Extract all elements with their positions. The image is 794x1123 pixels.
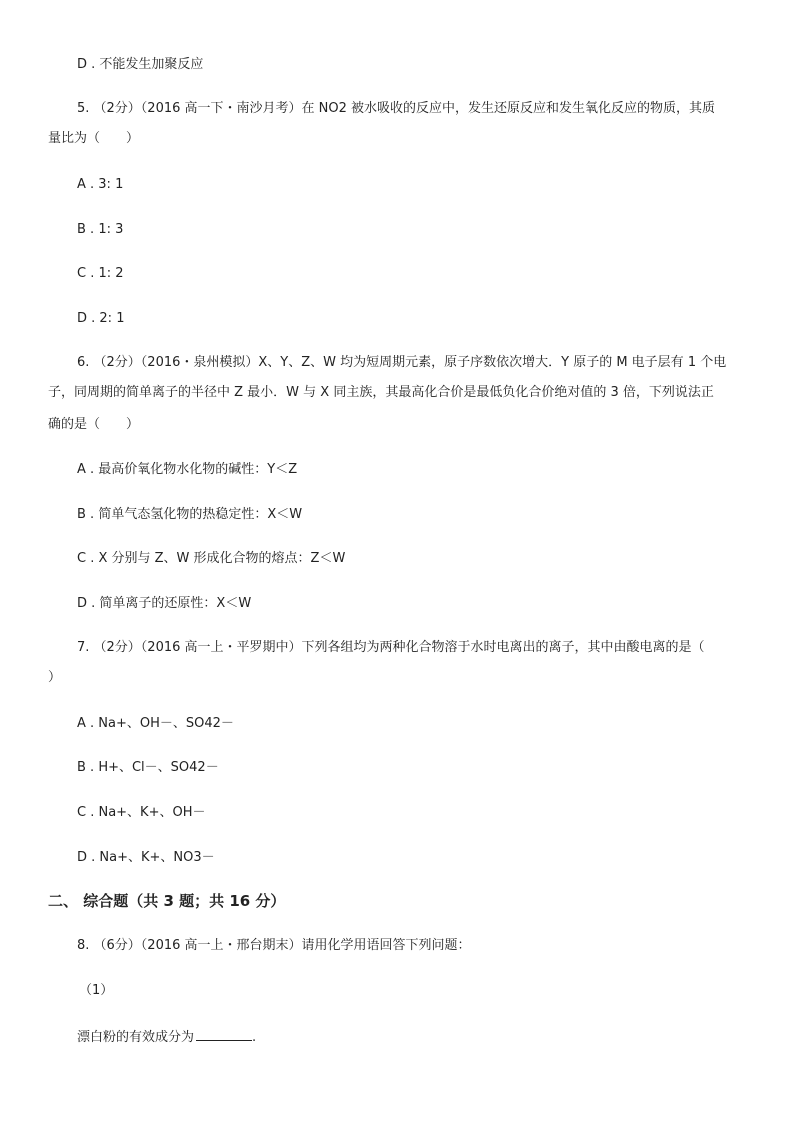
q7-stem-line2: ） xyxy=(48,670,62,685)
q5-stem-line1: 5. （2分）（2016 高一下・南沙月考）在 NO2 被水吸收的反应中，发生还原反应和发生氧化反应的物质，其质 xyxy=(77,101,716,116)
q6-stem-line3: 确的是（ ） xyxy=(48,417,140,432)
q8-subquestion-1-period: . xyxy=(252,1030,257,1045)
q8-stem-line1: 8. （6分）（2016 高一上・邢台期末）请用化学用语回答下列问题： xyxy=(77,938,471,953)
q4-option-d: D . 不能发生加聚反应 xyxy=(77,57,204,72)
q5-option-b: B . 1: 3 xyxy=(77,222,124,237)
section-title-comprehensive: 二、 综合题（共 3 题；共 16 分） xyxy=(48,892,286,910)
q8-subquestion-1-text xyxy=(77,1026,256,1048)
q5-option-d: D . 2: 1 xyxy=(77,311,125,326)
q6-stem-line2: 子，同周期的简单离子的半径中 Z 最小．W 与 X 同主族，其最高化合价是最低负化合价绝对值的 3 倍，下列说法正 xyxy=(48,385,714,400)
q6-stem-line1: 6. （2分）（2016・泉州模拟）X、Y、Z、W 均为短周期元素，原子序数依次增大．Y 原子的 M 电子层有 1 个电 xyxy=(77,355,727,370)
answer-blank[interactable] xyxy=(196,1026,252,1041)
q8-subquestion-1-prompt: 漂白粉的有效成分为 xyxy=(77,1030,195,1045)
q8-subquestion-1-label: （1） xyxy=(79,983,114,998)
q6-option-c: C . X 分别与 Z、W 形成化合物的熔点：Z＜W xyxy=(77,551,346,566)
q7-option-d: D . Na+、K+、NO3－ xyxy=(77,850,215,865)
q5-stem-line2: 量比为（ ） xyxy=(48,131,140,146)
q6-option-d: D . 简单离子的还原性：X＜W xyxy=(77,596,252,611)
q6-option-a: A . 最高价氧化物水化物的碱性：Y＜Z xyxy=(77,462,298,477)
q5-option-a: A . 3: 1 xyxy=(77,177,124,192)
q7-option-a: A . Na+、OH－、SO42－ xyxy=(77,716,234,731)
q7-option-b: B . H+、Cl－、SO42－ xyxy=(77,760,219,775)
q5-option-c: C . 1: 2 xyxy=(77,266,124,281)
q7-stem-line1: 7. （2分）（2016 高一上・平罗期中）下列各组均为两种化合物溶于水时电离出的离子，其中由酸电离的是（ xyxy=(77,640,705,655)
q6-option-b: B . 简单气态氢化物的热稳定性：X＜W xyxy=(77,507,303,522)
q7-option-c: C . Na+、K+、OH－ xyxy=(77,805,206,820)
